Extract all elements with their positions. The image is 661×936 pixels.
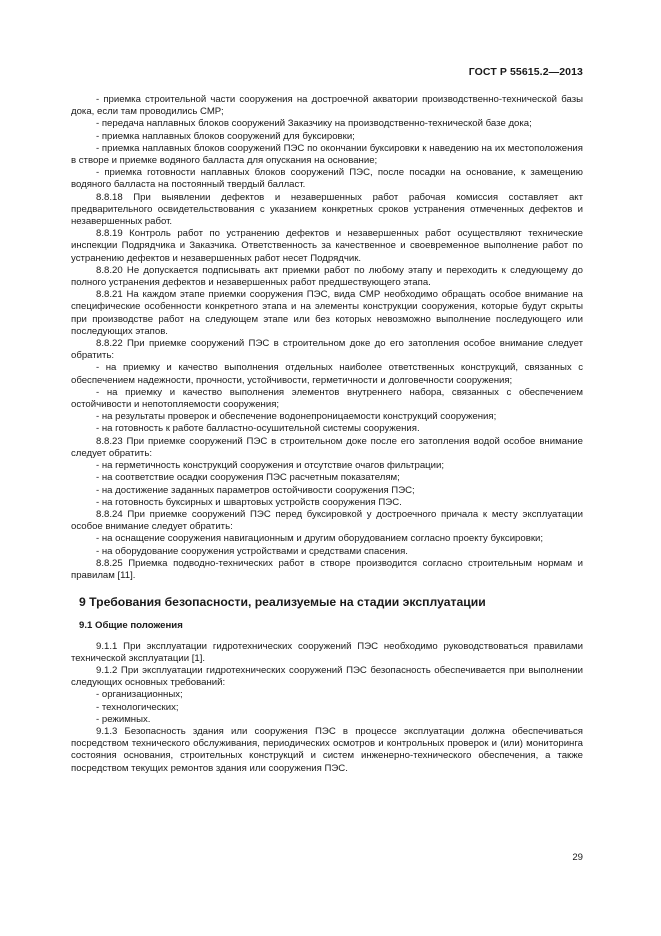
paragraph: 8.8.21 На каждом этапе приемки сооружения ПЭС, вида СМР необходимо обращать особое внимание на специфические особенности конкретного этапа и на элементы конструкции сооружения, которые будут скрыты при производстве работ на следующем этапе или без которых невозможно выполнение последующего или последующих этапов. bbox=[71, 289, 583, 337]
paragraph: - на достижение заданных параметров остойчивости сооружения ПЭС; bbox=[96, 484, 415, 496]
paragraph: - передача наплавных блоков сооружений Заказчику на производственно-технической базе дока; bbox=[96, 118, 532, 130]
paragraph: - на готовность к работе балластно-осушительной системы сооружения. bbox=[96, 423, 420, 435]
paragraph-group-before bbox=[71, 94, 583, 582]
paragraph: - на приемку и качество выполнения отдельных наиболее ответственных конструкций, связанных с обеспечением надежности, прочности, устойчивости, герметичности и долговечности сооружения; bbox=[71, 362, 583, 386]
paragraph: - технологических; bbox=[96, 701, 179, 713]
paragraph: 8.8.19 Контроль работ по устранению дефектов и незавершенных работ осуществляют технические инспекции Подрядчика и Заказчика. Ответственность за качественное и своевременное выполнение работ по устранению дефектов и незавершенных работ несет Подрядчик. bbox=[71, 228, 583, 264]
paragraph: - приемка наплавных блоков сооружений ПЭС по окончании буксировки к наведению на их местоположения в створе и приемке водяного балласта для опускания на основание; bbox=[71, 142, 583, 167]
document-body bbox=[71, 94, 583, 775]
paragraph: 8.8.20 Не допускается подписывать акт приемки работ по любому этапу и переходить к следующему до полного устранения дефектов и незавершенных работ предшествующего этапа. bbox=[71, 264, 583, 289]
paragraph: 8.8.22 При приемке сооружений ПЭС в строительном доке до его затопления особое внимание следует обратить: bbox=[71, 338, 583, 362]
paragraph: - на оснащение сооружения навигационным и другим оборудованием согласно проекту буксировки; bbox=[96, 533, 544, 545]
paragraph: - на герметичность конструкций сооружения и отсутствие очагов фильтрации; bbox=[96, 460, 445, 472]
paragraph: - приемка строительной части сооружения на достроечной акватории производственно-технической базы дока, если там проводились СМР; bbox=[71, 94, 583, 118]
paragraph: 8.8.23 При приемке сооружений ПЭС в строительном доке после его затопления водой особое внимание следует обратить: bbox=[71, 435, 583, 459]
paragraph-group-after bbox=[71, 641, 583, 775]
document-header: ГОСТ Р 55615.2—2013 bbox=[468, 66, 583, 78]
page-number: 29 bbox=[572, 852, 583, 863]
paragraph: - на готовность буксирных и швартовых устройств сооружения ПЭС. bbox=[96, 496, 402, 508]
paragraph: 9.1.3 Безопасность здания или сооружения ПЭС в процессе эксплуатации должна обеспечиваться посредством технического обслуживания, периодических осмотров и контрольных проверок и (или) мониторинга состояния основания, строительных конструкций и систем инженерно-технического обеспечения, а также посредством текущих ремонтов здания или сооружения ПЭС. bbox=[71, 725, 583, 774]
paragraph: 9.1.1 При эксплуатации гидротехнических сооружений ПЭС необходимо руководствоваться правилами технической эксплуатации [1]. bbox=[71, 640, 583, 664]
paragraph: - на приемку и качество выполнения элементов внутреннего набора, связанных с обеспечением остойчивости и непотопляемости сооружения; bbox=[71, 386, 583, 411]
paragraph: - приемка наплавных блоков сооружений для буксировки; bbox=[96, 130, 355, 142]
paragraph: - на соответствие осадки сооружения ПЭС расчетным показателям; bbox=[96, 472, 400, 484]
paragraph: 8.8.25 Приемка подводно-технических работ в створе производится согласно строительным нормам и правилам [11]. bbox=[71, 557, 583, 581]
paragraph: 8.8.18 При выявлении дефектов и незавершенных работ рабочая комиссия составляет акт предварительного освидетельствования с указанием конкретных сроков устранения отмеченных дефектов и незавершенных работ. bbox=[71, 191, 583, 228]
paragraph: - на оборудование сооружения устройствами и средствами спасения. bbox=[96, 545, 408, 557]
paragraph: - на результаты проверок и обеспечение водонепроницаемости конструкций сооружения; bbox=[96, 411, 497, 423]
paragraph: 9.1.2 При эксплуатации гидротехнических сооружений ПЭС безопасность обеспечивается при выполнении следующих основных требований: bbox=[71, 664, 583, 689]
subsection-title: 9.1 Общие положения bbox=[79, 620, 183, 632]
section-title: 9 Требования безопасности, реализуемые на стадии эксплуатации bbox=[79, 595, 486, 610]
paragraph: - организационных; bbox=[96, 689, 183, 701]
paragraph: 8.8.24 При приемке сооружений ПЭС перед буксировкой у достроечного причала к месту эксплуатации особое внимание следует обратить: bbox=[71, 508, 583, 533]
paragraph: - режимных. bbox=[96, 713, 151, 725]
paragraph: - приемка готовности наплавных блоков сооружений ПЭС, после посадки на основание, к замещению водяного балласта на постоянный твердый балласт. bbox=[71, 167, 583, 191]
